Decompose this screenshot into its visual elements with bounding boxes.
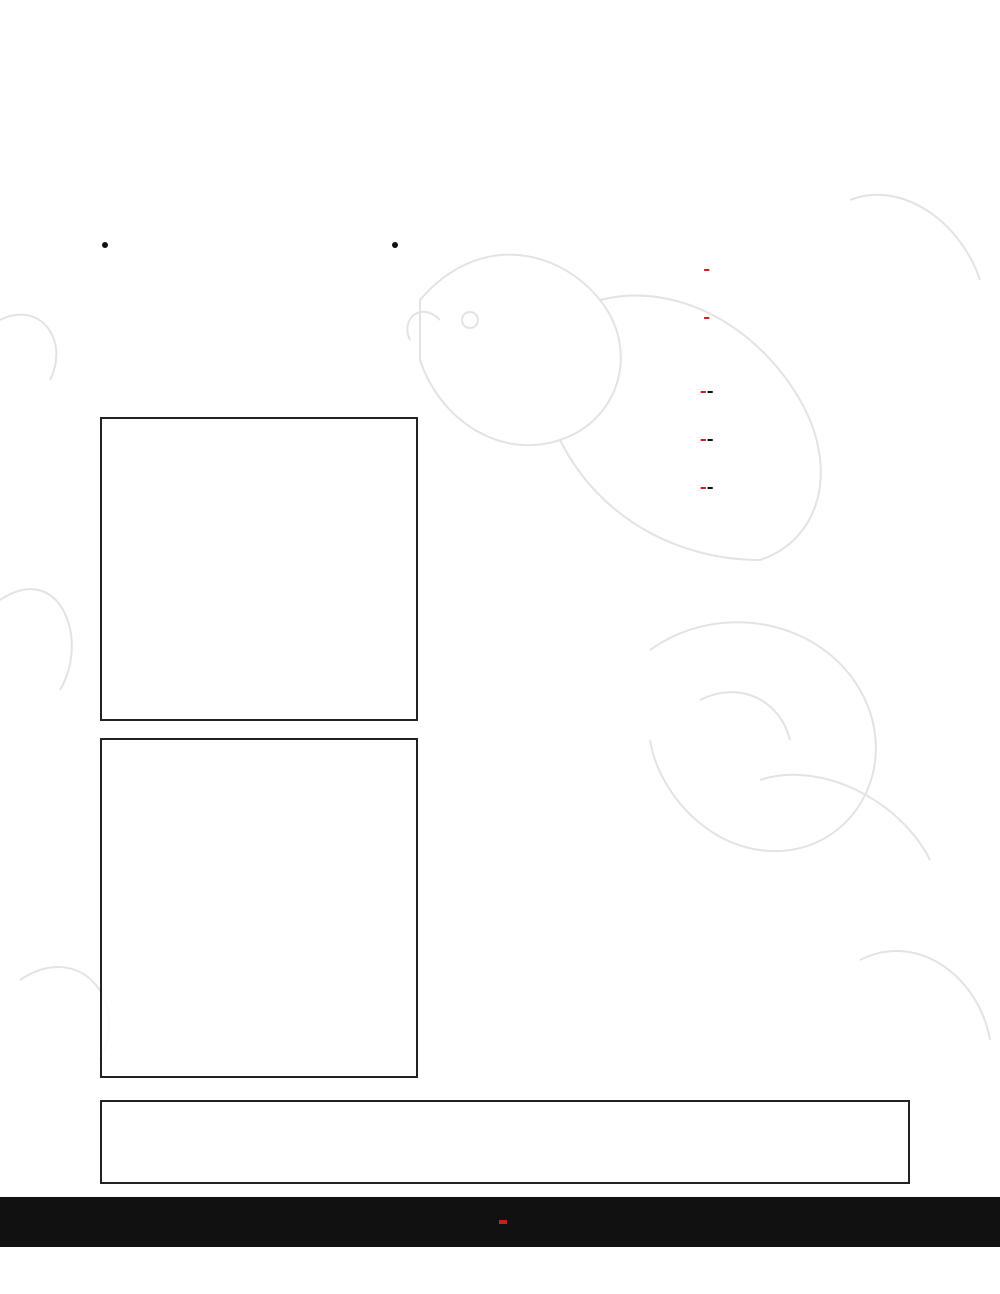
item-title xyxy=(702,236,707,258)
menu-item xyxy=(470,82,940,104)
flatbreads-list xyxy=(470,358,940,498)
menu-item xyxy=(470,454,940,498)
starters-list xyxy=(470,82,940,176)
item-title xyxy=(702,106,707,128)
menu-item xyxy=(470,332,940,354)
sandwiches-list xyxy=(470,184,940,354)
menu-item xyxy=(470,284,940,328)
upcharge-badge xyxy=(708,487,713,489)
item-desc xyxy=(503,428,907,450)
item-title xyxy=(702,332,707,354)
item-title xyxy=(702,210,707,232)
desserts-box xyxy=(100,1100,910,1184)
gf-badge xyxy=(701,439,706,441)
item-title xyxy=(702,454,707,476)
gf-badge xyxy=(704,269,709,271)
beverages-box xyxy=(100,417,418,721)
menu-item xyxy=(470,236,940,280)
ace-cafe-logo xyxy=(75,75,425,405)
gf-badge xyxy=(701,391,706,393)
menu-item xyxy=(470,358,940,402)
item-desc xyxy=(503,380,907,402)
item-desc xyxy=(503,258,907,280)
item-title xyxy=(702,130,707,152)
gf-badge xyxy=(499,1220,507,1224)
item-title xyxy=(702,82,707,104)
menu-item xyxy=(470,210,940,232)
upcharge-badge xyxy=(708,391,713,393)
menu-item xyxy=(470,184,940,206)
item-title xyxy=(702,184,707,206)
gf-badge xyxy=(704,317,709,319)
item-title xyxy=(702,154,707,176)
footer-bar xyxy=(0,1197,1000,1247)
breakfast-box xyxy=(100,738,418,1078)
item-title xyxy=(702,284,707,306)
upcharge-badge xyxy=(708,439,713,441)
item-title xyxy=(702,358,707,380)
item-title xyxy=(702,406,707,428)
menu-item xyxy=(470,406,940,450)
menu-item xyxy=(470,154,940,176)
menu-item xyxy=(470,106,940,128)
dessert-item-pound-cake xyxy=(572,1116,892,1138)
gf-badge xyxy=(701,487,706,489)
item-desc xyxy=(503,306,907,328)
menu-item xyxy=(470,130,940,152)
item-desc xyxy=(503,476,907,498)
dessert-item-brownie xyxy=(322,1116,542,1138)
right-column xyxy=(470,80,940,498)
